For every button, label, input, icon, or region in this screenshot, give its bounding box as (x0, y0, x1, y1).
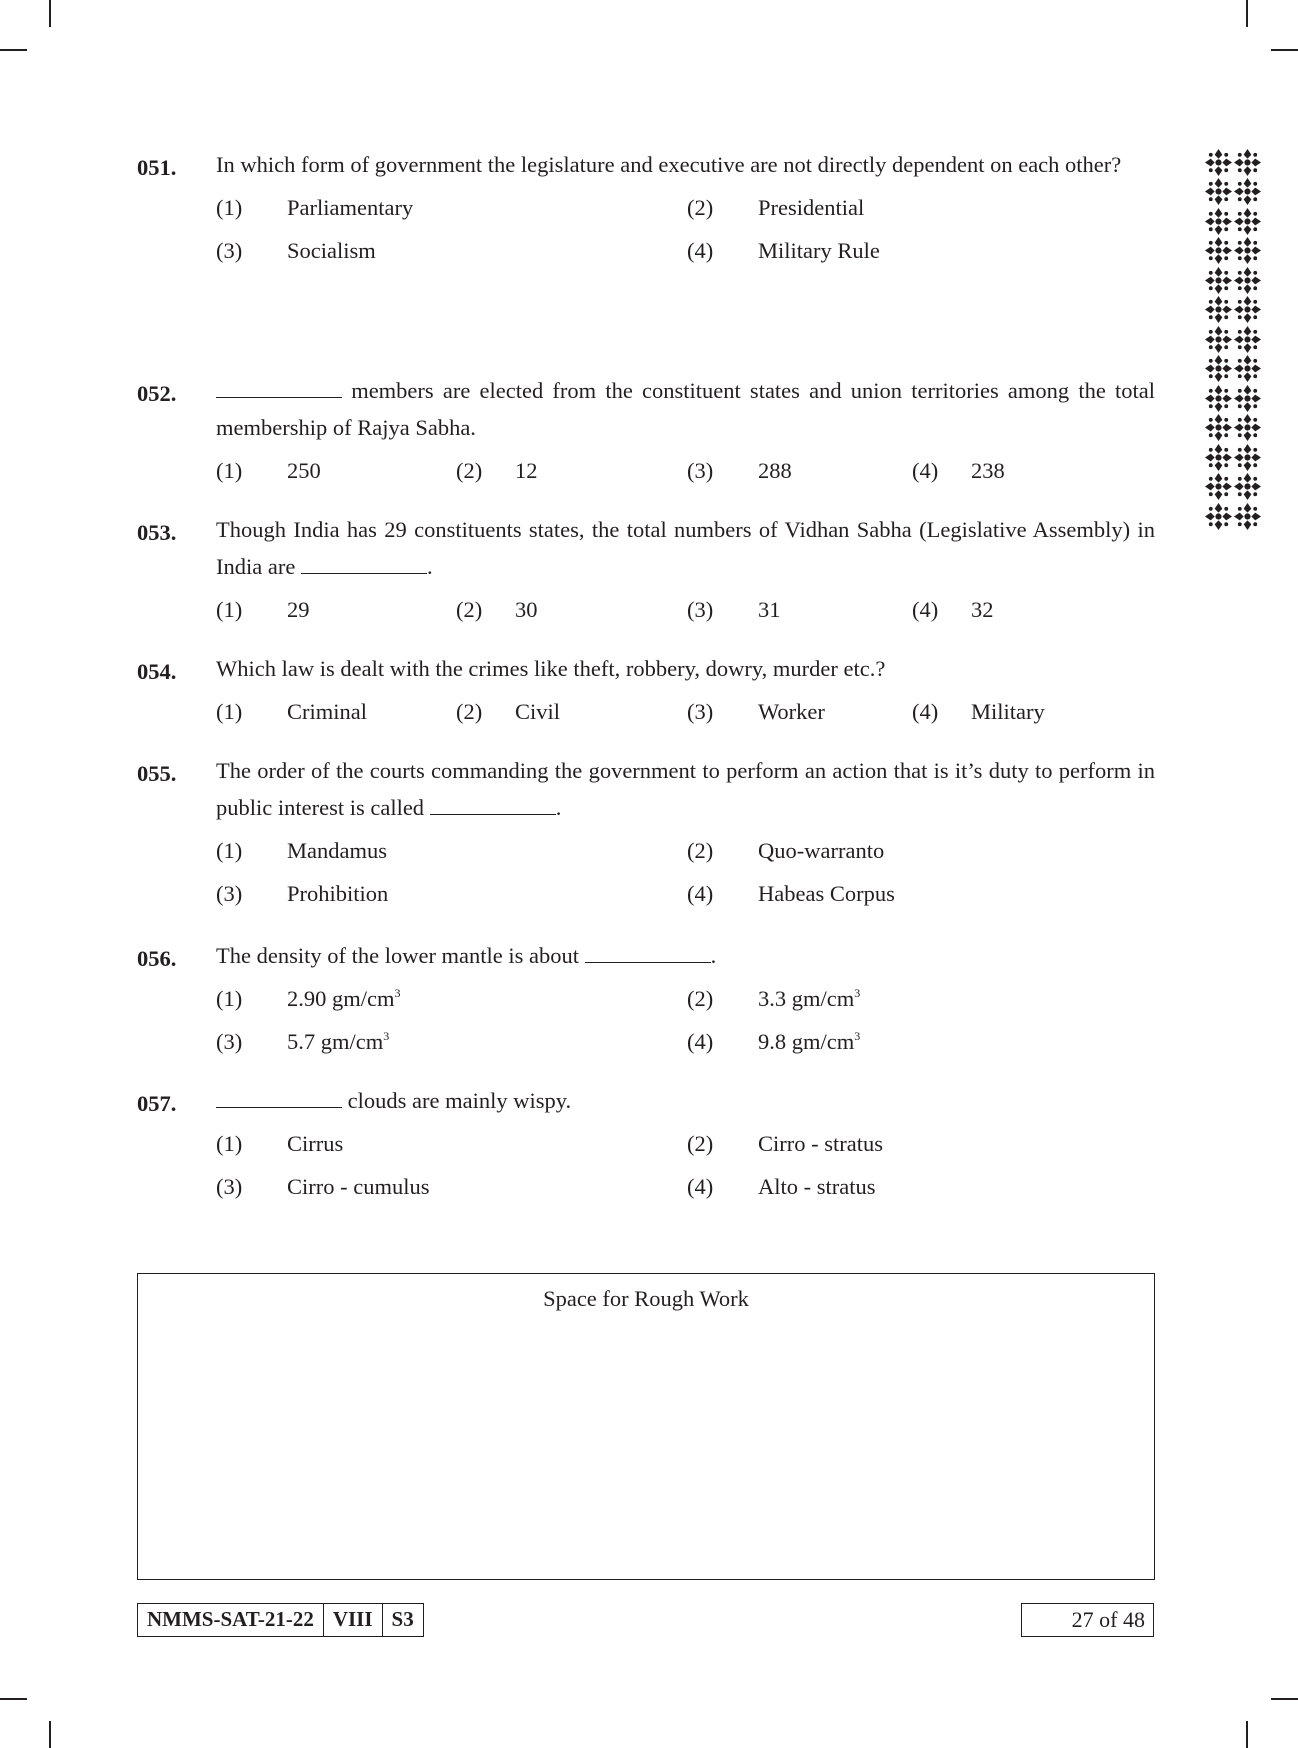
set-label: S3 (382, 1604, 423, 1636)
question-text: members are elected from the constituent states and union territories among the total membership of Rajya Sabha. (216, 378, 1155, 440)
option-number: (1) (216, 699, 243, 724)
cross-flower-ornament-icon (1233, 502, 1262, 536)
option-4[interactable] (687, 1023, 860, 1060)
option-4[interactable] (912, 693, 1045, 730)
option-number: (1) (216, 458, 243, 483)
option-number: (3) (216, 238, 243, 263)
question-number: 056. (137, 946, 177, 971)
option-number: (2) (687, 838, 714, 863)
options (216, 446, 1155, 489)
option-label: Military (971, 699, 1045, 724)
ornament-border (1204, 150, 1262, 534)
ornament-row (1204, 150, 1262, 180)
answer-blank (301, 555, 427, 574)
option-number: (2) (456, 597, 483, 622)
option-label: 12 (515, 458, 538, 483)
crop-mark (0, 49, 27, 51)
option-label: Civil (515, 699, 561, 724)
option-4[interactable] (687, 875, 895, 912)
rough-work-title: Space for Rough Work (543, 1286, 749, 1311)
question-number: 055. (137, 761, 177, 786)
option-2[interactable] (687, 1125, 883, 1162)
exam-code-box (137, 1603, 424, 1637)
option-label: Criminal (287, 699, 367, 724)
crop-mark (1271, 1698, 1298, 1700)
option-label: Alto - stratus (758, 1174, 876, 1199)
cross-flower-ornament-icon (1204, 502, 1233, 536)
question-number: 057. (137, 1091, 177, 1116)
option-number: (4) (912, 699, 939, 724)
option-1[interactable] (216, 1125, 343, 1162)
option-number: (2) (456, 699, 483, 724)
answer-blank (430, 796, 556, 815)
question-051 (137, 146, 1155, 269)
option-label: 29 (287, 597, 310, 622)
option-4[interactable] (912, 591, 994, 628)
option-label: Mandamus (287, 838, 387, 863)
question-052 (137, 372, 1155, 489)
option-label: Military Rule (758, 238, 880, 263)
ornament-row (1204, 416, 1262, 446)
crop-mark (0, 1698, 27, 1700)
question-054 (137, 650, 1155, 730)
exam-code: NMMS-SAT-21-22 (147, 1607, 314, 1631)
superscript: 3 (394, 986, 401, 1000)
option-3[interactable] (216, 875, 388, 912)
question-text: Which law is dealt with the crimes like theft, robbery, dowry, murder etc.? (216, 656, 886, 681)
option-number: (1) (216, 986, 243, 1011)
option-label: 31 (758, 597, 781, 622)
question-text: In which form of government the legislature and executive are not directly dependent on each other? (216, 152, 1122, 177)
question-number: 053. (137, 520, 177, 545)
superscript: 3 (383, 1029, 390, 1043)
option-3[interactable] (216, 1023, 389, 1060)
question-text: Though India has 29 constituents states, the total numbers of Vidhan Sabha (Legislative Assembly) in India are . (216, 517, 1155, 579)
option-number: (2) (456, 458, 483, 483)
option-label: 32 (971, 597, 994, 622)
options (216, 585, 1155, 628)
options (216, 687, 1155, 730)
question-text: clouds are mainly wispy. (216, 1082, 1155, 1119)
option-label: 2.90 gm/cm (287, 986, 395, 1011)
options (216, 974, 1155, 1017)
option-label: Presidential (758, 195, 865, 220)
option-1[interactable] (216, 591, 310, 628)
ornament-row (1204, 445, 1262, 475)
answer-blank (216, 379, 342, 398)
option-label: Cirro - stratus (758, 1131, 883, 1156)
options (216, 1162, 1155, 1205)
option-number: (2) (687, 1131, 714, 1156)
crop-mark (1246, 0, 1248, 27)
question-text: The density of the lower mantle is about . (216, 943, 717, 968)
option-number: (4) (687, 1029, 714, 1054)
option-number: (3) (216, 881, 243, 906)
superscript: 3 (854, 986, 861, 1000)
question-number: 052. (137, 381, 177, 406)
option-number: (4) (687, 1174, 714, 1199)
option-label: Parliamentary (287, 195, 414, 220)
option-1[interactable] (216, 980, 401, 1017)
option-4[interactable] (687, 232, 880, 269)
option-label: 238 (971, 458, 1005, 483)
option-2[interactable] (687, 189, 864, 226)
option-label: 288 (758, 458, 792, 483)
rough-work-box (137, 1273, 1155, 1580)
option-label: Quo-warranto (758, 838, 885, 863)
ornament-row (1204, 268, 1262, 298)
option-number: (1) (216, 195, 243, 220)
option-label: Worker (758, 699, 825, 724)
option-2[interactable] (456, 693, 560, 730)
options (216, 826, 1155, 869)
option-3[interactable] (216, 1168, 429, 1205)
ornament-row (1204, 327, 1262, 357)
superscript: 3 (854, 1029, 861, 1043)
option-number: (4) (912, 597, 939, 622)
option-label: 3.3 gm/cm (758, 986, 855, 1011)
question-053 (137, 511, 1155, 628)
option-number: (1) (216, 838, 243, 863)
option-number: (2) (687, 986, 714, 1011)
ornament-row (1204, 209, 1262, 239)
option-number: (4) (687, 238, 714, 263)
option-label: 5.7 gm/cm (287, 1029, 384, 1054)
options (216, 869, 1155, 912)
option-4[interactable] (912, 452, 1005, 489)
answer-blank (585, 944, 711, 963)
option-3[interactable] (216, 232, 376, 269)
page-number: 27 of 48 (1021, 1603, 1154, 1637)
option-number: (1) (216, 597, 243, 622)
option-3[interactable] (687, 452, 792, 489)
option-1[interactable] (216, 693, 367, 730)
options (216, 1017, 1155, 1060)
option-number: (3) (216, 1174, 243, 1199)
option-1[interactable] (216, 452, 321, 489)
option-1[interactable] (216, 189, 413, 226)
option-2[interactable] (687, 980, 860, 1017)
option-label: 9.8 gm/cm (758, 1029, 855, 1054)
answer-blank (216, 1089, 342, 1108)
ornament-row (1204, 298, 1262, 328)
option-number: (3) (216, 1029, 243, 1054)
class-label: VIII (323, 1604, 382, 1636)
ornament-row (1204, 180, 1262, 210)
crop-mark (1271, 49, 1298, 51)
ornament-row (1204, 504, 1262, 534)
question-057 (137, 1082, 1155, 1205)
option-number: (4) (687, 881, 714, 906)
option-number: (2) (687, 195, 714, 220)
question-number: 051. (137, 155, 177, 180)
option-number: (4) (912, 458, 939, 483)
ornament-row (1204, 357, 1262, 387)
option-2[interactable] (456, 591, 538, 628)
option-3[interactable] (687, 693, 825, 730)
option-2[interactable] (687, 832, 884, 869)
option-label: Habeas Corpus (758, 881, 895, 906)
ornament-row (1204, 475, 1262, 505)
crop-mark (49, 0, 51, 27)
question-055 (137, 752, 1155, 912)
options (216, 1119, 1155, 1162)
crop-mark (1246, 1721, 1248, 1748)
option-number: (3) (687, 597, 714, 622)
option-label: 250 (287, 458, 321, 483)
option-4[interactable] (687, 1168, 876, 1205)
option-number: (3) (687, 458, 714, 483)
question-056 (137, 937, 1155, 1060)
question-text: The order of the courts commanding the government to perform an action that is it’s duty to perform in public interest is called . (216, 758, 1155, 820)
crop-mark (49, 1721, 51, 1748)
ornament-row (1204, 239, 1262, 269)
option-label: Socialism (287, 238, 376, 263)
options (216, 183, 1155, 226)
question-number: 054. (137, 659, 177, 684)
option-label: Cirro - cumulus (287, 1174, 430, 1199)
option-label: 30 (515, 597, 538, 622)
option-label: Cirrus (287, 1131, 344, 1156)
option-3[interactable] (687, 591, 781, 628)
options (216, 226, 1155, 269)
option-1[interactable] (216, 832, 387, 869)
option-number: (1) (216, 1131, 243, 1156)
option-label: Prohibition (287, 881, 389, 906)
ornament-row (1204, 386, 1262, 416)
option-2[interactable] (456, 452, 538, 489)
option-number: (3) (687, 699, 714, 724)
